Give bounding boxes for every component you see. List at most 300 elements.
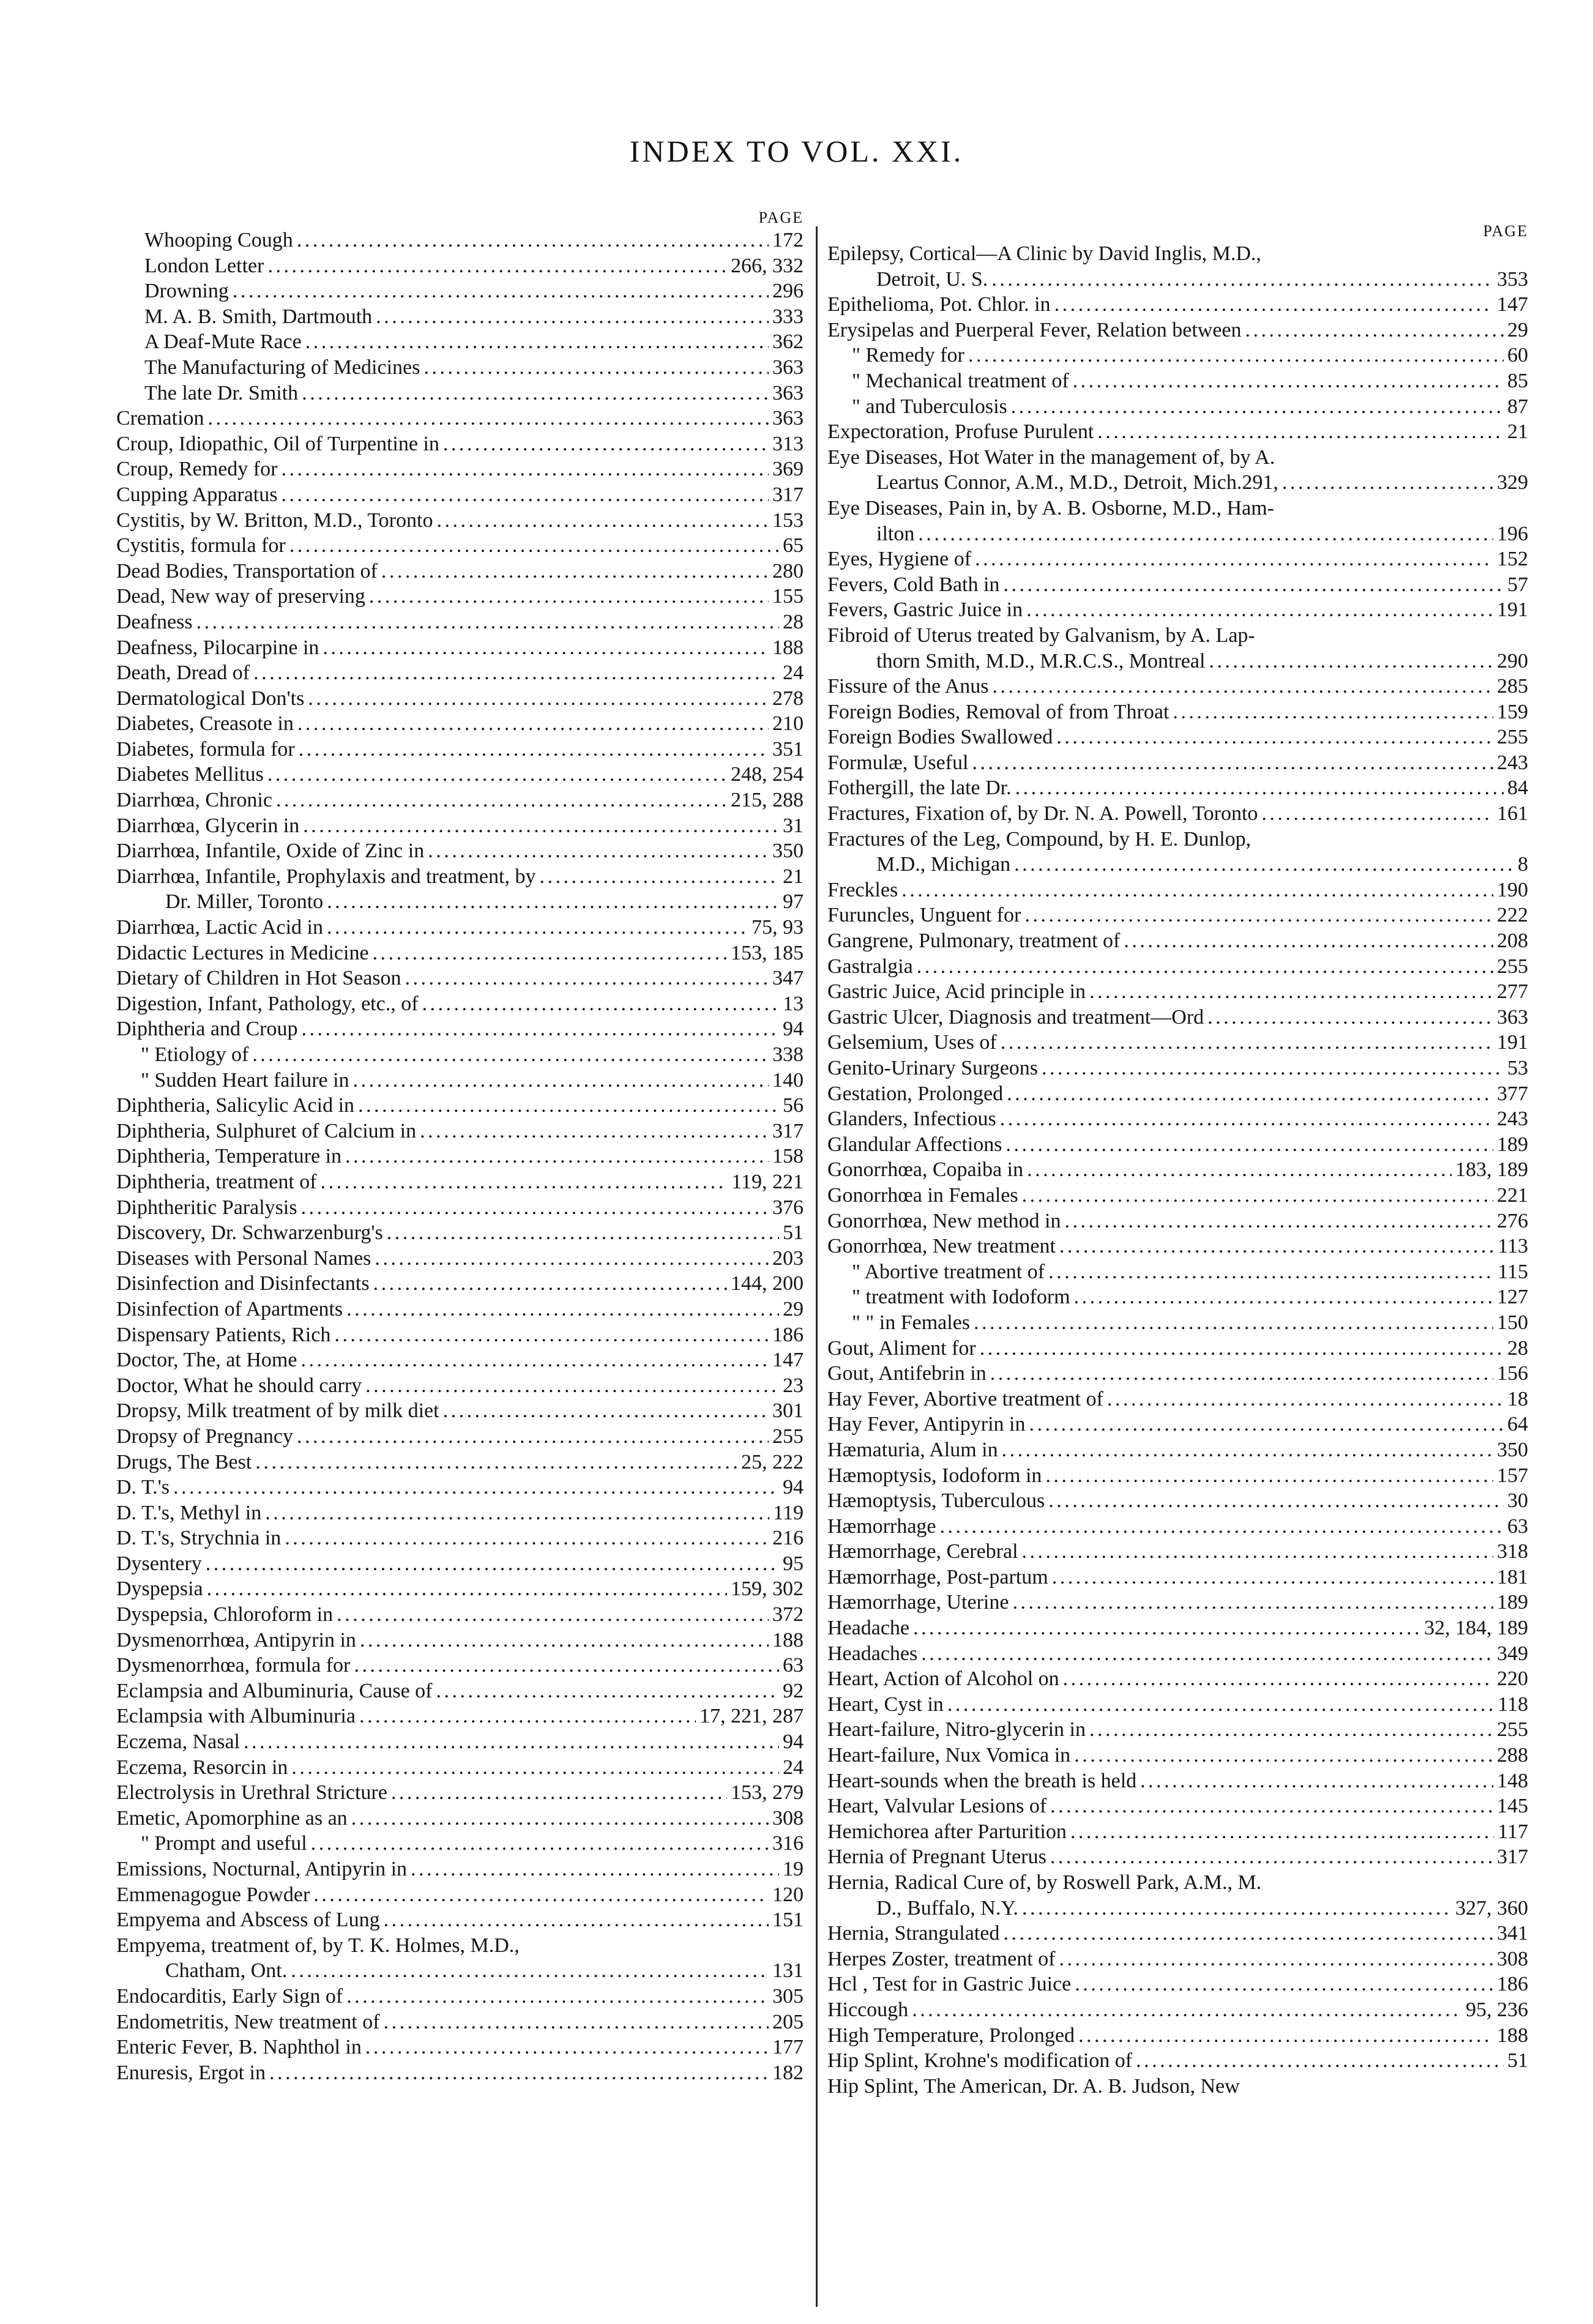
dot-leader <box>901 877 1493 903</box>
dot-leader <box>1022 1539 1493 1565</box>
dot-leader <box>1050 1844 1493 1870</box>
page-number: 29 <box>1507 318 1528 341</box>
index-entry <box>116 1424 804 1450</box>
dot-leader <box>1173 699 1493 725</box>
entry-text: " " in Females <box>852 1311 971 1334</box>
dot-leader <box>285 1525 769 1551</box>
index-entry <box>827 750 1528 776</box>
index-entry <box>116 915 804 940</box>
index-entry <box>116 1653 804 1678</box>
index-entry <box>116 482 804 508</box>
page-number: 30 <box>1507 1489 1528 1513</box>
dot-leader <box>351 1806 769 1831</box>
page-number: 317 <box>772 1119 804 1142</box>
index-entry <box>827 1896 1528 1921</box>
entry-text: " Prompt and useful <box>141 1832 307 1855</box>
entry-text: Deafness, Pilocarpine in <box>116 636 319 659</box>
index-entry <box>827 318 1528 343</box>
entry-text: Hernia, Radical Cure of, by Roswell Park, A.M., M. <box>827 1871 1262 1894</box>
dot-leader <box>1001 1030 1493 1056</box>
entry-text: Eyes, Hygiene of <box>827 548 972 571</box>
index-entry <box>116 889 804 915</box>
page-number: 189 <box>1497 1133 1528 1156</box>
dot-leader <box>443 431 769 457</box>
index-entry <box>116 456 804 482</box>
entry-text: Disinfection of Apartments <box>116 1297 343 1320</box>
index-entry <box>827 1081 1528 1107</box>
entry-text: Hæmorrhage, Post-partum <box>827 1565 1048 1588</box>
entry-text: Dropsy, Milk treatment of by milk diet <box>116 1399 439 1423</box>
entry-text: London Letter <box>144 254 264 277</box>
page-number: 153 <box>772 508 804 532</box>
index-entry <box>827 1387 1528 1412</box>
page-number: 159, 302 <box>731 1577 804 1601</box>
page-number: 156 <box>1497 1362 1528 1385</box>
entry-text: The late Dr. Smith <box>144 381 299 404</box>
dot-leader <box>369 584 769 609</box>
page-number: 189 <box>1497 1591 1528 1614</box>
page-number: 56 <box>783 1094 804 1117</box>
entry-text: Epilepsy, Cortical—A Clinic by David Inglis, M.D., <box>827 242 1261 265</box>
page-number: 127 <box>1497 1286 1528 1309</box>
entry-text: Drugs, The Best <box>116 1450 252 1473</box>
page-number: 347 <box>772 967 804 990</box>
index-entry <box>827 1488 1528 1514</box>
entry-text: Diphtheria, Salicylic Acid in <box>116 1094 355 1117</box>
dot-leader <box>1070 1819 1494 1845</box>
entry-text: Empyema and Abscess of Lung <box>116 1909 380 1932</box>
index-entry <box>827 1844 1528 1870</box>
entry-text: Diseases with Personal Names <box>116 1246 371 1270</box>
dot-leader <box>1050 1793 1493 1819</box>
entry-text: " Sudden Heart failure in <box>141 1068 349 1092</box>
entry-text: Hæmorrhage, Uterine <box>827 1591 1009 1614</box>
page-number: 157 <box>1497 1464 1528 1487</box>
index-entry <box>827 674 1528 699</box>
dot-leader <box>196 609 779 635</box>
dot-leader <box>1042 1056 1504 1081</box>
index-entry <box>116 609 804 635</box>
entry-text: Enteric Fever, B. Naphthol in <box>116 2036 362 2059</box>
entry-text: Headache <box>827 1617 910 1640</box>
entry-text: Cystitis, by W. Britton, M.D., Toronto <box>116 508 433 532</box>
entry-text: Cremation <box>116 407 204 430</box>
entry-text: Whooping Cough <box>144 229 293 251</box>
dot-leader <box>1078 2023 1493 2049</box>
index-entry <box>827 1743 1528 1768</box>
entry-text: Epithelioma, Pot. Chlor. in <box>827 293 1051 316</box>
index-entry <box>116 1576 804 1602</box>
index-entry <box>116 355 804 381</box>
entry-text: Dead Bodies, Transportation of <box>116 559 378 583</box>
dot-leader <box>297 228 769 253</box>
page-number: 60 <box>1507 344 1528 367</box>
entry-text: Dispensary Patients, Rich <box>116 1323 331 1346</box>
entry-text: D. T.'s, Strychnia in <box>116 1527 282 1550</box>
dot-leader <box>1074 1743 1493 1768</box>
dot-leader <box>1007 1081 1493 1107</box>
index-entry <box>827 1132 1528 1158</box>
dot-leader <box>1045 1463 1493 1489</box>
page-number: 255 <box>1497 955 1528 978</box>
page-number: 318 <box>1497 1540 1528 1563</box>
dot-leader <box>1089 1717 1493 1743</box>
dot-leader <box>305 329 769 355</box>
dot-leader <box>411 1857 779 1882</box>
index-entry <box>116 1220 804 1246</box>
entry-text: Leartus Connor, A.M., M.D., Detroit, Mich.291, <box>876 471 1278 494</box>
dot-leader <box>233 278 769 304</box>
index-entry <box>827 572 1528 598</box>
page-heading-left: PAGE <box>758 209 804 226</box>
page-number: 51 <box>1507 2049 1528 2073</box>
dot-leader <box>360 1628 769 1653</box>
page-number: 17, 221, 287 <box>700 1705 804 1728</box>
page-number: 285 <box>1497 675 1528 698</box>
page-number: 95 <box>783 1552 804 1575</box>
page-number: 119 <box>773 1501 804 1524</box>
index-entry <box>116 1195 804 1221</box>
dot-leader <box>947 1692 1494 1718</box>
dot-leader <box>308 686 769 712</box>
index-entry <box>827 1921 1528 1946</box>
entry-text: Dropsy of Pregnancy <box>116 1425 293 1448</box>
index-entry <box>827 241 1528 267</box>
dot-leader <box>281 456 769 482</box>
index-entry <box>827 1590 1528 1615</box>
entry-text: Gangrene, Pulmonary, treatment of <box>827 929 1121 953</box>
entry-text: Diphtheria, Temperature in <box>116 1145 342 1168</box>
page-number: 94 <box>783 1018 804 1041</box>
dot-leader <box>420 1119 769 1144</box>
dot-leader <box>1002 1437 1493 1463</box>
index-entry <box>827 903 1528 928</box>
entry-text: Endometritis, New treatment of <box>116 2010 380 2033</box>
entry-text: Diphtheria, treatment of <box>116 1170 317 1193</box>
index-entry <box>116 1144 804 1169</box>
dot-leader <box>1056 724 1493 750</box>
dot-leader <box>1054 292 1493 318</box>
page-number: 208 <box>1497 929 1528 953</box>
entry-text: " Remedy for <box>852 344 964 367</box>
page-number: 150 <box>1497 1311 1528 1334</box>
index-entry <box>116 838 804 864</box>
index-entry <box>116 1398 804 1424</box>
dot-leader <box>301 1195 769 1221</box>
dot-leader <box>1073 368 1504 394</box>
page-number: 117 <box>1498 1820 1528 1843</box>
page-number: 51 <box>783 1221 804 1245</box>
index-entry <box>116 813 804 839</box>
page-number: 203 <box>772 1246 804 1270</box>
page-number: 151 <box>772 1909 804 1932</box>
entry-text: Hcl , Test for in Gastric Juice <box>827 1973 1072 1996</box>
index-entry <box>827 496 1528 521</box>
dot-leader <box>1063 1666 1493 1692</box>
entry-text: " Mechanical treatment of <box>852 369 1069 392</box>
entry-text: Dysmenorrhœa, Antipyrin in <box>116 1628 356 1652</box>
dot-leader <box>1074 1284 1493 1310</box>
entry-text: Diabetes, Creasote in <box>116 712 294 736</box>
index-entry <box>116 228 804 253</box>
entry-text: " Abortive treatment of <box>852 1260 1045 1283</box>
dot-leader <box>353 1068 769 1093</box>
dot-leader <box>346 1297 779 1322</box>
index-entry <box>116 737 804 762</box>
entry-text: Dysmenorrhœa, formula for <box>116 1654 351 1677</box>
entry-text: Drowning <box>144 280 229 303</box>
index-entry <box>116 2009 804 2035</box>
entry-text: Fractures of the Leg, Compound, by H. E. Dunlop, <box>827 827 1252 851</box>
dot-leader <box>300 1347 769 1373</box>
dot-leader <box>1003 572 1504 598</box>
page-number: 94 <box>783 1730 804 1754</box>
dot-leader <box>267 762 727 788</box>
dot-leader <box>313 1882 769 1908</box>
entry-text: Diarrhœa, Lactic Acid in <box>116 916 323 939</box>
index-entry <box>116 1551 804 1577</box>
entry-text: Fothergill, the late Dr. <box>827 777 1012 800</box>
page-number: 317 <box>1497 1845 1528 1869</box>
entry-text: Herpes Zoster, treatment of <box>827 1947 1056 1970</box>
dot-leader <box>436 1678 780 1704</box>
page-number: 181 <box>1497 1565 1528 1588</box>
dot-leader <box>253 660 779 686</box>
index-entry <box>827 1209 1528 1234</box>
index-entry <box>827 546 1528 572</box>
index-entry <box>116 940 804 966</box>
entry-text: Detroit, U. S. <box>876 267 988 291</box>
index-entry <box>116 253 804 279</box>
index-entry <box>827 1946 1528 1972</box>
page-number: 316 <box>772 1832 804 1855</box>
entry-text: M. A. B. Smith, Dartmouth <box>144 305 373 328</box>
entry-text: Hæmorrhage <box>827 1514 936 1538</box>
entry-text: Hay Fever, Antipyrin in <box>827 1413 1026 1436</box>
index-entry <box>827 1514 1528 1540</box>
dot-leader <box>365 2035 769 2060</box>
page-number: 140 <box>772 1068 804 1092</box>
page-number: 21 <box>1507 420 1528 444</box>
dot-leader <box>376 304 769 330</box>
entry-text: High Temperature, Prolonged <box>827 2024 1075 2047</box>
entry-text: Gonorrhœa, New treatment <box>827 1235 1056 1258</box>
entry-text: Cystitis, formula for <box>116 534 286 557</box>
page-number: 222 <box>1497 904 1528 927</box>
index-entry <box>116 660 804 686</box>
dot-leader <box>358 1093 779 1119</box>
entry-text: Dietary of Children in Hot Season <box>116 967 401 990</box>
dot-leader <box>940 1514 1504 1540</box>
entry-text: Eye Diseases, Pain in, by A. B. Osborne, M.D., Ham- <box>827 496 1274 520</box>
dot-leader <box>1209 649 1493 674</box>
page-number: 18 <box>1507 1387 1528 1410</box>
index-entry <box>116 1246 804 1272</box>
dot-leader <box>244 1729 779 1755</box>
entry-text: Dr. Miller, Toronto <box>165 890 324 914</box>
dot-leader <box>1136 2048 1504 2074</box>
dot-leader <box>917 954 1493 980</box>
index-entry <box>827 1793 1528 1819</box>
dot-leader <box>384 2009 769 2035</box>
entry-text: ilton <box>876 522 915 545</box>
index-entry <box>116 278 804 304</box>
page-number: 153, 279 <box>731 1781 804 1804</box>
dot-leader <box>1140 1768 1493 1794</box>
dot-leader <box>1052 1565 1493 1590</box>
entry-text: Dead, New way of preserving <box>116 585 365 608</box>
page-number: 87 <box>1507 395 1528 418</box>
entry-text: D. T.'s <box>116 1476 170 1499</box>
entry-text: Gout, Antifebrin in <box>827 1362 987 1385</box>
page-number: 23 <box>783 1374 804 1397</box>
page-number: 308 <box>772 1806 804 1830</box>
column-divider <box>816 226 818 2307</box>
page-number: 296 <box>772 280 804 303</box>
entry-text: Diarrhœa, Glycerin in <box>116 814 300 837</box>
entry-text: Diarrhœa, Infantile, Prophylaxis and treatment, by <box>116 865 536 888</box>
page-number: 255 <box>1497 1718 1528 1741</box>
dot-leader <box>443 1398 769 1424</box>
entry-text: Death, Dread of <box>116 661 250 685</box>
entry-text: Eclampsia with Albuminuria <box>116 1705 356 1728</box>
index-entry <box>827 623 1528 649</box>
index-entry <box>827 649 1528 674</box>
entry-text: Hay Fever, Abortive treatment of <box>827 1387 1103 1410</box>
dot-leader <box>359 1704 696 1729</box>
page-number: 159 <box>1497 700 1528 723</box>
entry-text: Diarrhœa, Infantile, Oxide of Zinc in <box>116 840 425 863</box>
entry-text: Emetic, Apomorphine as an <box>116 1806 348 1830</box>
page-number: 84 <box>1507 777 1528 800</box>
index-entry <box>827 1972 1528 1997</box>
index-entry <box>827 1692 1528 1718</box>
entry-text: Heart, Valvular Lesions of <box>827 1795 1047 1818</box>
entry-text: D. T.'s, Methyl in <box>116 1501 262 1524</box>
page-number: 172 <box>772 229 804 251</box>
page-number: 350 <box>772 840 804 863</box>
index-entry <box>827 1284 1528 1310</box>
page-number: 280 <box>772 559 804 583</box>
page-number: 155 <box>772 585 804 608</box>
index-entry <box>116 1450 804 1475</box>
entry-text: Gastralgia <box>827 955 913 978</box>
index-entry <box>116 329 804 355</box>
entry-text: Diabetes Mellitus <box>116 763 264 786</box>
entry-text: Glanders, Infectious <box>827 1108 996 1131</box>
entry-text: Hæmaturia, Alum in <box>827 1438 998 1461</box>
entry-text: Eczema, Nasal <box>116 1730 240 1754</box>
dot-leader <box>173 1475 779 1500</box>
entry-text: Fractures, Fixation of, by Dr. N. A. Powell, Toronto <box>827 802 1258 825</box>
page-number: 28 <box>1507 1336 1528 1360</box>
page-number: 85 <box>1507 369 1528 392</box>
dot-leader <box>912 1997 1462 2023</box>
entry-text: Hiccough <box>827 1998 909 2021</box>
index-entry <box>827 1336 1528 1361</box>
page-number: 243 <box>1497 1108 1528 1131</box>
entry-text: Hæmoptysis, Iodoform in <box>827 1464 1042 1487</box>
index-column-right <box>827 208 1528 2099</box>
entry-text: Gonorrhœa, Copaiba in <box>827 1158 1024 1182</box>
dot-leader <box>1207 1005 1493 1030</box>
index-entry <box>116 584 804 609</box>
entry-text: Chatham, Ont. <box>165 1959 288 1983</box>
page-number: 147 <box>772 1349 804 1372</box>
entry-text: Expectoration, Profuse Purulent <box>827 420 1094 444</box>
index-entry <box>827 1310 1528 1336</box>
dot-leader <box>1022 1896 1452 1921</box>
page-number: 64 <box>1507 1413 1528 1436</box>
index-entry <box>827 852 1528 877</box>
index-entry <box>827 827 1528 852</box>
dot-leader <box>422 991 779 1017</box>
index-entry <box>116 1628 804 1653</box>
entry-text: Heart-failure, Nux Vomica in <box>827 1744 1071 1767</box>
index-entry <box>116 1806 804 1831</box>
dot-leader <box>373 1271 727 1297</box>
dot-leader <box>991 267 1493 292</box>
dot-leader <box>297 1424 769 1450</box>
dot-leader <box>269 2060 769 2086</box>
dot-leader <box>1026 597 1493 623</box>
index-entry <box>827 1565 1528 1590</box>
index-entry <box>116 686 804 712</box>
index-entry <box>116 1755 804 1781</box>
entry-text: Hip Splint, The American, Dr. A. B. Judson, New <box>827 2074 1240 2098</box>
page-number: 148 <box>1497 1769 1528 1792</box>
entry-text: Heart-failure, Nitro-glycerin in <box>827 1718 1086 1741</box>
index-entry <box>116 1322 804 1348</box>
index-entry <box>827 1234 1528 1259</box>
index-entry <box>116 864 804 890</box>
dot-leader <box>373 940 727 966</box>
entry-text: Diphtheritic Paralysis <box>116 1196 297 1219</box>
dot-leader <box>423 355 769 381</box>
entry-text: Emmenagogue Powder <box>116 1883 310 1906</box>
page-number: 115 <box>1498 1260 1528 1283</box>
page-number: 353 <box>1497 267 1528 291</box>
entry-text: Didactic Lectures in Medicine <box>116 941 369 964</box>
entry-text: Gastric Juice, Acid principle in <box>827 980 1086 1004</box>
index-entry <box>827 1183 1528 1209</box>
index-entry <box>116 406 804 431</box>
dot-leader <box>1003 1921 1493 1946</box>
dot-leader <box>334 1322 769 1348</box>
page-number: 94 <box>783 1476 804 1499</box>
index-entry <box>116 1882 804 1908</box>
entry-text: Empyema, treatment of, by T. K. Holmes, M.D., <box>116 1934 520 1957</box>
dot-leader <box>327 889 779 915</box>
index-entry <box>116 1475 804 1500</box>
page-number: 376 <box>772 1196 804 1219</box>
dot-leader <box>1014 852 1514 877</box>
page-number: 216 <box>772 1527 804 1550</box>
index-entry <box>116 1602 804 1628</box>
dot-leader <box>1059 1946 1494 1972</box>
index-entry <box>827 699 1528 725</box>
page-number: 118 <box>1498 1693 1528 1716</box>
index-entry <box>827 1870 1528 1896</box>
dot-leader <box>1064 1209 1493 1234</box>
page-number: 92 <box>783 1679 804 1702</box>
entry-list-left <box>116 228 804 2085</box>
entry-text: Diabetes, formula for <box>116 737 295 761</box>
entry-text: Gastric Ulcer, Diagnosis and treatment—Ord <box>827 1005 1204 1029</box>
page-number: 161 <box>1497 802 1528 825</box>
index-entry <box>827 1666 1528 1692</box>
entry-text: Dysentery <box>116 1552 202 1575</box>
